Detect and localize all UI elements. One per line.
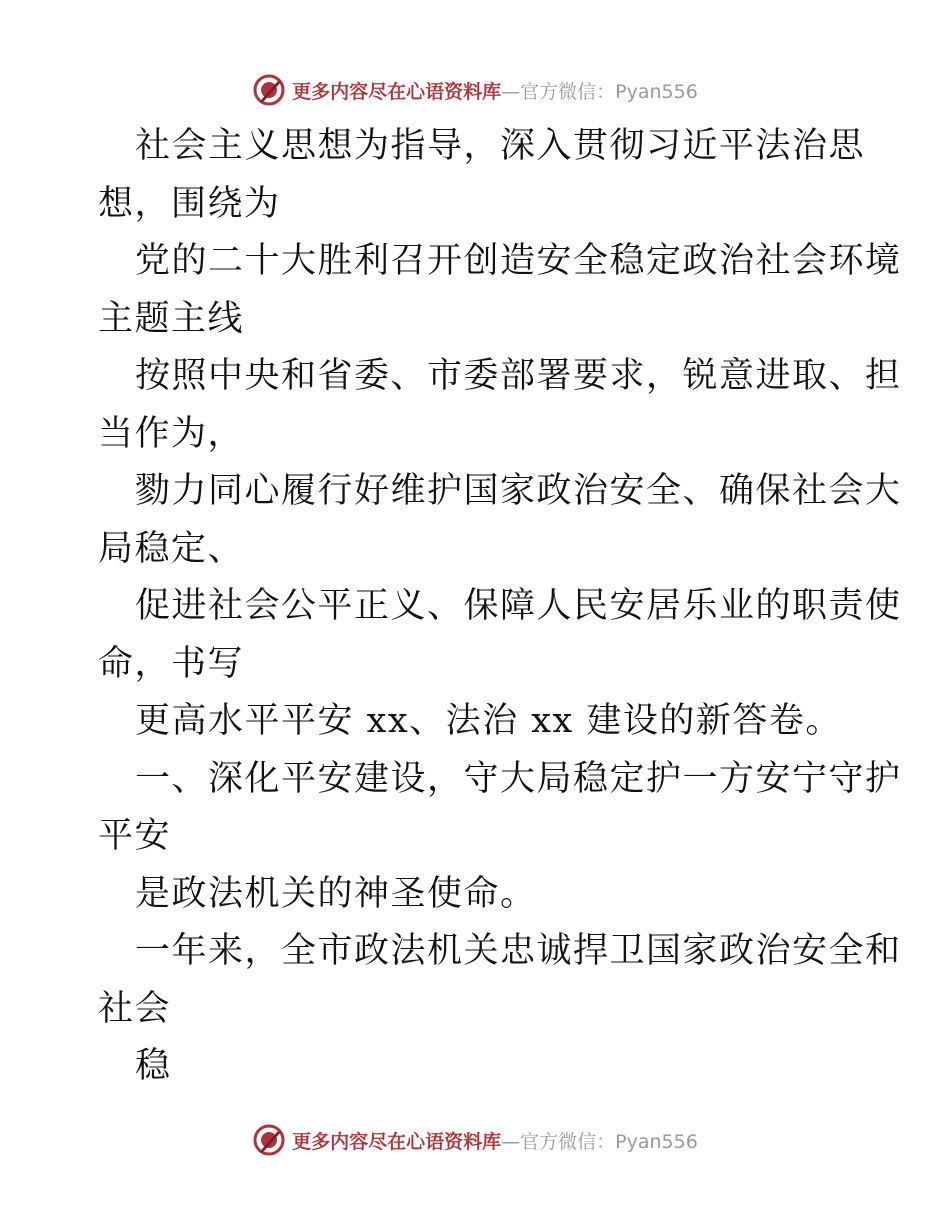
pen-logo-icon [252,1123,286,1157]
footer-watermark-text [292,1127,698,1154]
text-line: 当作为， [98,413,245,454]
text-line: 更高水平平安 xx、法治 xx 建设的新答卷。 [135,701,842,741]
text-line: 局稳定、 [98,528,245,569]
pen-logo-icon [252,73,286,107]
footer-watermark-banner [0,1120,950,1160]
text-line: 主题主线 [98,298,245,339]
text-line: 一、深化平安建设，守大局稳定护一方安宁守护 [135,758,902,799]
text-line: 社会主义思想为指导，深入贯彻习近平法治思 [135,126,866,166]
text-line: 社会 [98,988,172,1029]
document-body [98,118,902,1096]
text-line: 党的二十大胜利召开创造安全稳定政治社会环境 [135,241,902,281]
text-line: 稳 [135,1046,172,1086]
footer-watermark-main: 更多内容尽在心语资料库 [292,1130,502,1153]
text-line: 平安 [98,816,172,856]
text-line: 命，书写 [98,643,245,684]
header-watermark-contact: —官方微信：Pyan556 [501,80,698,103]
footer-watermark-contact: —官方微信：Pyan556 [501,1130,698,1153]
text-line: 勠力同心履行好维护国家政治安全、确保社会大 [135,471,902,511]
text-line: 促进社会公平正义、保障人民安居乐业的职责使 [135,586,902,626]
text-line: 按照中央和省委、市委部署要求，锐意进取、担 [135,356,902,396]
text-line: 是政法机关的神圣使命。 [135,873,537,914]
header-watermark-text [292,77,698,104]
text-line: 一年来，全市政法机关忠诚捍卫国家政治安全和 [135,931,902,971]
header-watermark-main: 更多内容尽在心语资料库 [292,80,502,103]
header-watermark-banner [0,70,950,110]
text-line: 想，围绕为 [98,183,281,224]
